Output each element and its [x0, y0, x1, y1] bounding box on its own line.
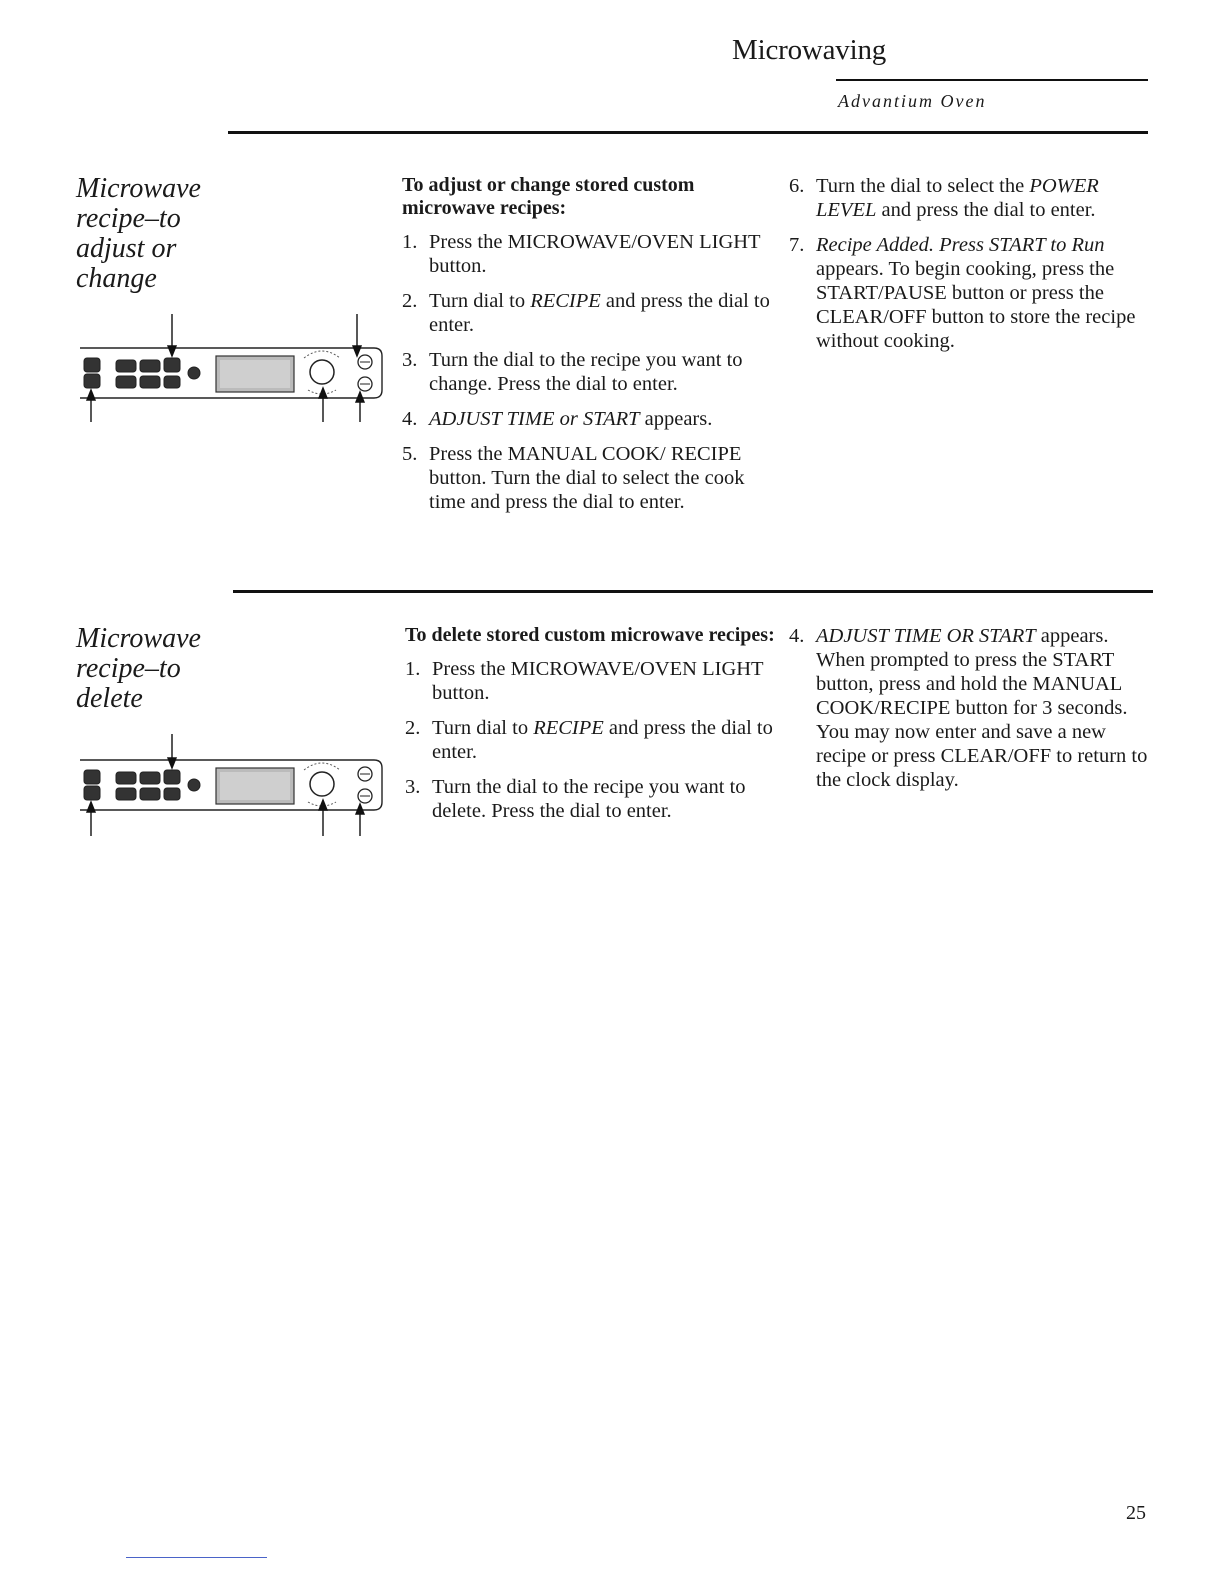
section2-sidebar-title [76, 624, 201, 714]
section-divider-middle [233, 590, 1153, 593]
step-item [402, 407, 772, 431]
step-text: and press the dial to enter. [432, 717, 773, 763]
step-text: appears. When prompted to press the START button, press and hold the MANUAL COOK/RECIPE button for 3 seconds. You may now enter and save a new recipe or press CLEAR/OFF to return to the clock display. [816, 625, 1148, 791]
step-item [402, 348, 772, 396]
section2-heading: To delete stored custom microwave recipes: [405, 624, 775, 646]
step-item [405, 775, 775, 823]
keypad-buttons [84, 770, 200, 800]
step-item [789, 233, 1159, 353]
step-number: 1. [405, 658, 421, 680]
sidebar-line: adjust or [76, 233, 177, 264]
step-number: 7. [789, 234, 805, 256]
step-item [405, 657, 775, 705]
step-number: 2. [405, 717, 421, 739]
step-item [402, 442, 772, 514]
sidebar-line: delete [76, 683, 143, 714]
step-item [789, 624, 1159, 792]
control-panel-diagram-adjust [70, 312, 390, 424]
step-list [789, 624, 1159, 792]
step-text: appears. To begin cooking, press the START/PAUSE button or press the CLEAR/OFF button to store the recipe without cooking. [816, 258, 1136, 352]
step-text: Press the MANUAL COOK/ RECIPE button. Turn the dial to select the cook time and press the dial to enter. [429, 443, 745, 513]
control-panel-diagram-delete [70, 732, 390, 844]
step-number: 4. [402, 408, 418, 430]
footer-link-underline [126, 1557, 267, 1558]
step-text: Turn dial to [429, 290, 531, 312]
section-divider-top [228, 131, 1148, 134]
step-text: Turn dial to [432, 717, 534, 739]
step-item [405, 716, 775, 764]
step-text: Recipe Added. Press START to Run [816, 234, 1105, 256]
sidebar-line: Microwave [76, 623, 201, 654]
sidebar-line: recipe–to [76, 203, 181, 234]
step-text: Press the MICROWAVE/OVEN LIGHT button. [429, 231, 761, 277]
step-number: 5. [402, 443, 418, 465]
selector-dial [310, 772, 334, 796]
step-text: ADJUST TIME OR START [816, 625, 1036, 647]
step-item [402, 230, 772, 278]
step-item [789, 174, 1159, 222]
step-text: and press the dial to enter. [876, 199, 1096, 221]
section1-column-left [402, 174, 772, 525]
step-text: RECIPE [530, 290, 601, 312]
step-number: 6. [789, 175, 805, 197]
step-text: Turn the dial to the recipe you want to change. Press the dial to enter. [429, 349, 743, 395]
step-number: 4. [789, 625, 805, 647]
step-text: appears. [639, 408, 713, 430]
section1-sidebar-title [76, 174, 201, 294]
step-number: 3. [402, 349, 418, 371]
header-rule [836, 79, 1148, 81]
step-text: ADJUST TIME or START [429, 408, 640, 430]
step-text: Press the MICROWAVE/OVEN LIGHT button. [432, 658, 764, 704]
step-text: Turn the dial to select the [816, 175, 1030, 197]
step-number: 2. [402, 290, 418, 312]
step-text: Turn the dial to the recipe you want to delete. Press the dial to enter. [432, 776, 746, 822]
section2-column-left [405, 624, 775, 834]
sidebar-line: recipe–to [76, 653, 181, 684]
step-text: POWER LEVEL [816, 175, 1099, 221]
section1-column-right [789, 174, 1159, 364]
section2-column-right [789, 624, 1159, 803]
step-text: RECIPE [533, 717, 604, 739]
step-item [402, 289, 772, 337]
step-list [402, 230, 772, 514]
page-number: 25 [1126, 1502, 1146, 1524]
selector-dial [310, 360, 334, 384]
step-list [405, 657, 775, 823]
step-number: 1. [402, 231, 418, 253]
section1-heading: To adjust or change stored custom microwave recipes: [402, 174, 695, 219]
step-list [789, 174, 1159, 353]
page-subtitle: Advantium Oven [838, 91, 987, 111]
step-number: 3. [405, 776, 421, 798]
sidebar-line: change [76, 263, 157, 294]
sidebar-line: Microwave [76, 173, 201, 204]
page-title: Microwaving [732, 34, 887, 66]
step-text: and press the dial to enter. [429, 290, 770, 336]
keypad-buttons [84, 358, 200, 388]
